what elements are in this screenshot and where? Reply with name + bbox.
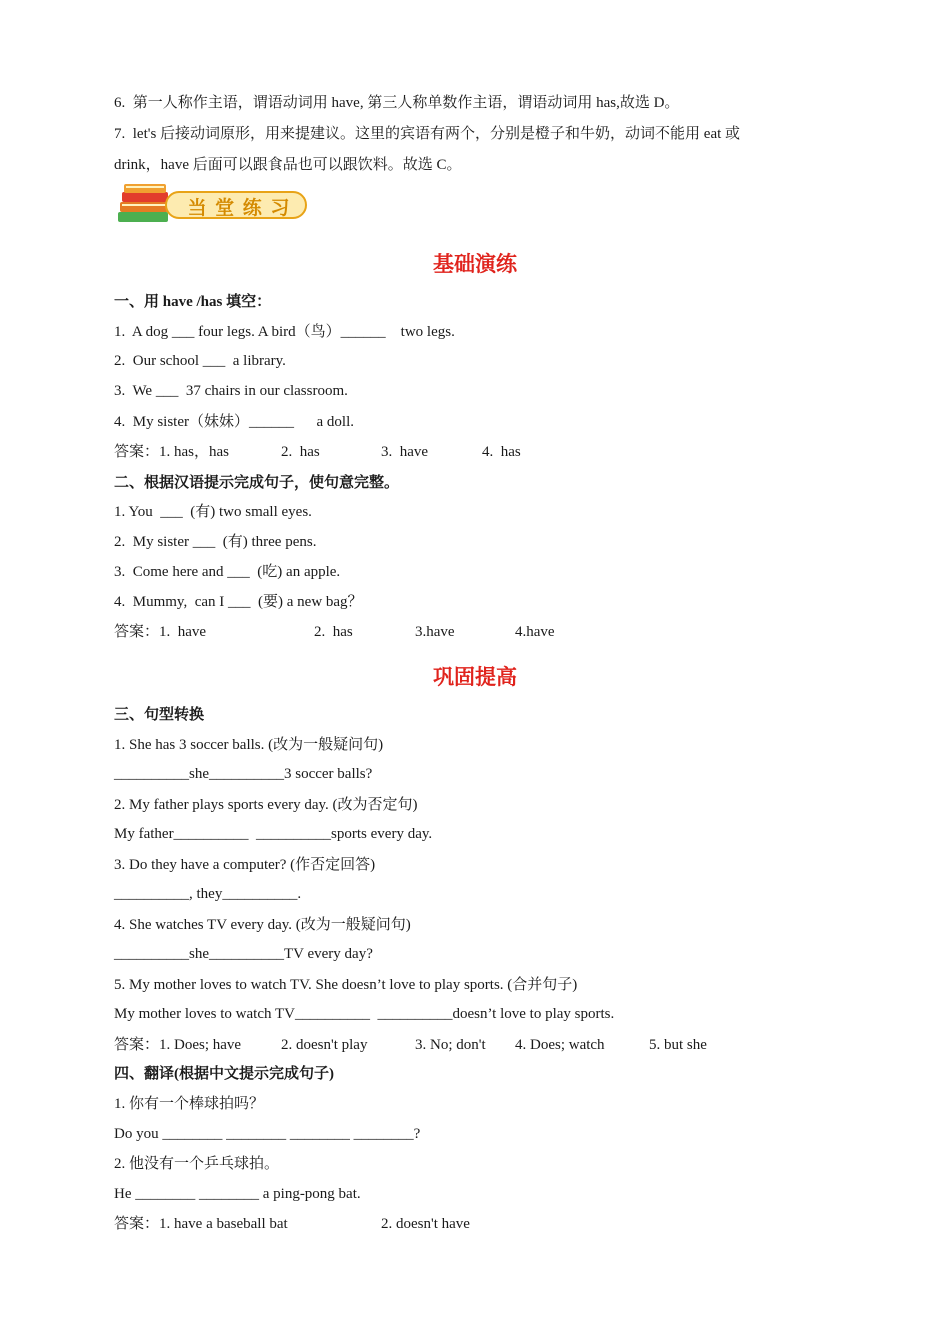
part4-q1-blank: Do you ________ ________ ________ ________? (114, 1126, 421, 1142)
part1-answer-4: 4. has (482, 444, 521, 460)
part2-answer-4: 4.have (515, 624, 555, 640)
part3-q3-blank: __________, they__________. (114, 886, 302, 902)
part3-answer-2: 2. doesn't play (281, 1037, 368, 1053)
part2-title: 二、根据汉语提示完成句子，使句意完整。 (114, 475, 400, 491)
part1-q4: 4. My sister（妹妹）______ a doll. (114, 414, 354, 430)
banner-text: 当 堂 练 习 (187, 197, 291, 219)
explanation-line-6: 6. 第一人称作主语，谓语动词用 have, 第三人称单数作主语，谓语动词用 has,故选 D。 (114, 95, 680, 111)
part2-q2: 2. My sister ___ (有) three pens. (114, 534, 317, 550)
part4-q1: 1. 你有一个棒球拍吗？ (114, 1096, 265, 1112)
part4-answer-1: 答案：1. have a baseball bat (114, 1216, 288, 1232)
practice-banner (114, 180, 310, 230)
part1-q1: 1. A dog ___ four legs. A bird（鸟）______ two legs. (114, 324, 455, 340)
section-title-consolidate: 巩固提高 (433, 665, 517, 689)
part2-answer-1: 答案：1. have (114, 624, 207, 640)
part4-q2-blank: He ________ ________ a ping-pong bat. (114, 1186, 361, 1202)
explanation-line-7b: drink，have 后面可以跟食品也可以跟饮料。故选 C。 (114, 157, 462, 173)
part4-q2: 2. 他没有一个乒乓球拍。 (114, 1156, 280, 1172)
part3-q2: 2. My father plays sports every day. (改为否定句) (114, 797, 418, 813)
part3-q1-blank: __________she__________3 soccer balls? (114, 766, 373, 782)
part3-q4-blank: __________she__________TV every day? (114, 946, 373, 962)
explanation-line-7a: 7. let's 后接动词原形，用来提建议。这里的宾语有两个，分别是橙子和牛奶，动词不能用 eat 或 (114, 126, 741, 142)
part1-answer-3: 3. have (381, 444, 429, 460)
part3-q4: 4. She watches TV every day. (改为一般疑问句) (114, 917, 411, 933)
part3-q1: 1. She has 3 soccer balls. (改为一般疑问句) (114, 737, 384, 753)
part1-q2: 2. Our school ___ a library. (114, 353, 286, 369)
part3-q2-blank: My father__________ __________sports every day. (114, 826, 433, 842)
part3-q5: 5. My mother loves to watch TV. She doesn’t love to play sports. (合并句子) (114, 977, 578, 993)
part3-answer-3: 3. No; don't (415, 1037, 486, 1053)
part1-q3: 3. We ___ 37 chairs in our classroom. (114, 383, 348, 399)
part1-title: 一、用 have /has 填空： (114, 294, 272, 310)
part2-q3: 3. Come here and ___ (吃) an apple. (114, 564, 341, 580)
part3-answer-1: 答案：1. Does; have (114, 1037, 242, 1053)
section-title-basic: 基础演练 (433, 252, 517, 276)
part2-q1: 1. You ___ (有) two small eyes. (114, 504, 312, 520)
part1-answer-2: 2. has (281, 444, 320, 460)
part4-title: 四、翻译(根据中文提示完成句子) (114, 1066, 334, 1082)
part3-answer-5: 5. but she (649, 1037, 707, 1053)
part4-answer-2: 2. doesn't have (381, 1216, 470, 1232)
part2-answer-2: 2. has (314, 624, 353, 640)
part3-answer-4: 4. Does; watch (515, 1037, 605, 1053)
part2-q4: 4. Mummy, can I ___ (要) a new bag？ (114, 594, 363, 610)
part2-answer-3: 3.have (415, 624, 455, 640)
part3-title: 三、句型转换 (114, 707, 205, 723)
part3-q3: 3. Do they have a computer? (作否定回答) (114, 857, 376, 873)
part3-q5-blank: My mother loves to watch TV__________ __________doesn’t love to play sports. (114, 1006, 615, 1022)
part1-answer-1: 答案：1. has，has (114, 444, 229, 460)
